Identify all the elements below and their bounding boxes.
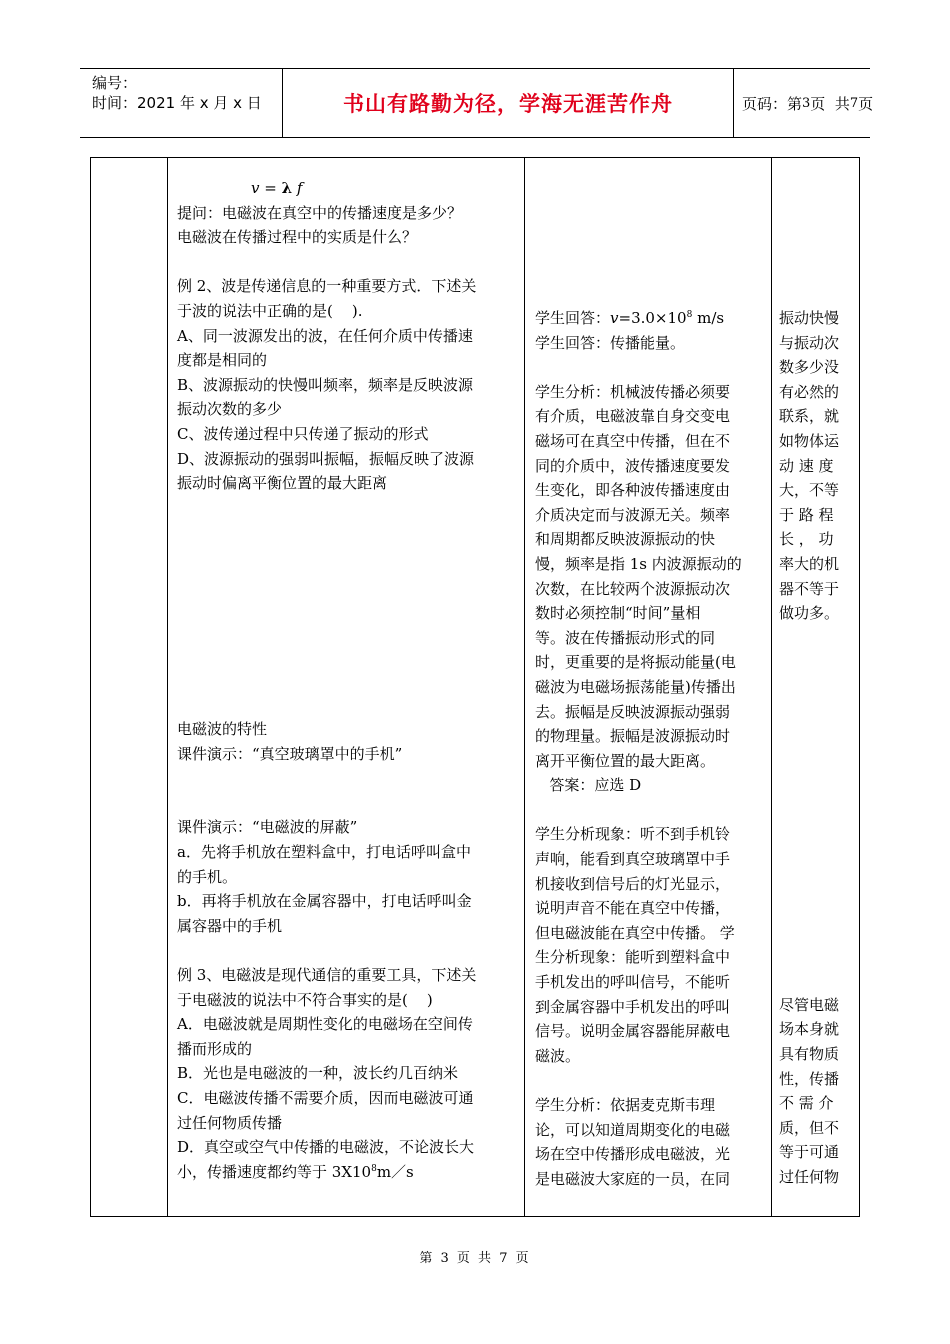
text-line: 不 需 介 bbox=[779, 1094, 834, 1113]
text-line: 手机发出的呼叫信号，不能听 bbox=[535, 973, 731, 992]
text-line: 时，更重要的是将振动能量(电 bbox=[535, 653, 736, 672]
page-total: 7 bbox=[849, 95, 859, 111]
text-line: 做功多。 bbox=[779, 604, 840, 623]
text-line: 课件演示：“真空玻璃罩中的手机” bbox=[177, 744, 403, 763]
text-line: 有介质，电磁波靠自身交变电 bbox=[535, 407, 731, 426]
text-line: 数时必须控制“时间”量相 bbox=[535, 604, 701, 623]
text-line: 的物理量。振幅是波源振动时 bbox=[535, 727, 731, 746]
text-line: 过任何物质传播 bbox=[177, 1113, 283, 1132]
design-notes-column bbox=[779, 158, 853, 1189]
text-line bbox=[177, 496, 519, 521]
text-line: 同的介质中，波传播速度要发 bbox=[535, 456, 731, 475]
teacher-text bbox=[177, 201, 519, 1160]
time-label: 时间：2021 年 x 月 x 日 bbox=[92, 94, 262, 112]
text-line: 率大的机 bbox=[779, 554, 840, 573]
text-line: 声响，能看到真空玻璃罩中手 bbox=[535, 850, 731, 869]
text-line bbox=[177, 791, 519, 816]
text-line bbox=[535, 1068, 767, 1093]
text-line bbox=[177, 594, 519, 619]
text-line: 电磁波在传播过程中的实质是什么？ bbox=[177, 228, 418, 247]
number-label: 编号： bbox=[92, 74, 138, 92]
text-line: B．光也是电磁波的一种，波长约几百纳米 bbox=[177, 1064, 459, 1083]
text-line: 生变化，即各种波传播速度由 bbox=[535, 481, 731, 500]
text-line: 的手机。 bbox=[177, 867, 238, 886]
page-footer: 第 3 页 共 7 页 bbox=[419, 1251, 531, 1266]
text-line: 电磁波的特性 bbox=[177, 720, 268, 739]
text-line: 质，但不 bbox=[779, 1118, 840, 1137]
text-line: 播而形成的 bbox=[177, 1039, 253, 1058]
text-line: 到金属容器中手机发出的呼叫 bbox=[535, 997, 731, 1016]
text-line: 答案：应选 D bbox=[535, 776, 642, 795]
text-line: B、波源振动的快慢叫频率，频率是反映波源 bbox=[177, 375, 474, 394]
text-line: 生分析现象：能听到塑料盒中 bbox=[535, 948, 731, 967]
text-line: 动 速 度 bbox=[779, 456, 834, 475]
text-line: 磁场可在真空中传播，但在不 bbox=[535, 431, 731, 450]
text-line: 学生分析：依据麦克斯韦理 bbox=[535, 1096, 716, 1114]
text-line: 离开平衡位置的最大距离。 bbox=[535, 751, 716, 770]
text-line: 属容器中的手机 bbox=[177, 916, 283, 935]
teacher-text-line: 小，传播速度都约等于 $3X10^8m/s$ bbox=[177, 1162, 414, 1181]
header-page-info bbox=[732, 69, 874, 137]
teacher-activity-column bbox=[177, 158, 519, 1184]
student-text bbox=[535, 331, 767, 1192]
text-line: 是电磁波大家庭的一员，在同 bbox=[535, 1169, 731, 1188]
text-line bbox=[177, 668, 519, 693]
student-activity-column bbox=[535, 158, 767, 1191]
text-line bbox=[177, 250, 519, 275]
text-line: C、波传递过程中只传递了振动的形式 bbox=[177, 424, 429, 443]
text-line bbox=[177, 619, 519, 644]
column-divider bbox=[167, 158, 168, 1216]
text-line: 学生分析现象：听不到手机铃 bbox=[535, 825, 731, 844]
text-line: 联系，就 bbox=[779, 407, 840, 426]
text-line: D．真空或空气中传播的电磁波，不论波长大 bbox=[177, 1138, 475, 1157]
text-line: 提问：电磁波在真空中的传播速度是多少？ bbox=[177, 203, 463, 222]
lesson-table bbox=[90, 157, 860, 1217]
text-line: 课件演示：“电磁波的屏蔽” bbox=[177, 818, 358, 837]
header-info bbox=[80, 69, 280, 137]
text-line: 于电磁波的说法中不符合事实的是( ) bbox=[177, 990, 433, 1009]
page-mid: 页 共 bbox=[810, 94, 850, 113]
text-line: a．先将手机放在塑料盒中，打电话呼叫盒中 bbox=[177, 843, 471, 862]
text-line: 场本身就 bbox=[779, 1020, 840, 1039]
text-line bbox=[177, 570, 519, 595]
text-line: D、波源振动的强弱叫振幅，振幅反映了波源 bbox=[177, 449, 475, 468]
text-line: 去。振幅是反映波源振动强弱 bbox=[535, 702, 731, 721]
text-line: 机接收到信号后的灯光显示， bbox=[535, 874, 731, 893]
text-line: C．电磁波传播不需要介质，因而电磁波可通 bbox=[177, 1088, 474, 1107]
text-line: 和周期都反映波源振动的快 bbox=[535, 530, 716, 549]
text-line: 与振动次 bbox=[779, 333, 840, 352]
text-line: 等于可通 bbox=[779, 1143, 840, 1162]
text-line bbox=[535, 798, 767, 823]
text-line bbox=[177, 766, 519, 791]
wave-formula: v = λ f bbox=[251, 179, 303, 197]
text-line: 性，传播 bbox=[779, 1069, 840, 1088]
text-line: 大，不等 bbox=[779, 481, 840, 500]
text-line: 数多少没 bbox=[779, 358, 840, 377]
text-line bbox=[177, 692, 519, 717]
column-divider bbox=[771, 158, 772, 1216]
text-line: b．再将手机放在金属容器中，打电话呼叫金 bbox=[177, 892, 472, 911]
text-line: 有必然的 bbox=[779, 382, 840, 401]
text-line: 但电磁波能在真空中传播。 学 bbox=[535, 923, 735, 942]
text-line: 振动次数的多少 bbox=[177, 400, 283, 419]
column-divider bbox=[524, 158, 525, 1216]
text-line: 器不等于 bbox=[779, 579, 840, 598]
text-line bbox=[177, 545, 519, 570]
text-line: 论，可以知道周期变化的电磁 bbox=[535, 1120, 731, 1139]
page-current: 3 bbox=[802, 95, 811, 111]
text-line: 例 2、波是传递信息的一种重要方式．下述关 bbox=[177, 277, 477, 296]
page-suffix: 页 bbox=[858, 94, 874, 113]
text-line: 度都是相同的 bbox=[177, 351, 268, 370]
text-line: 例 3、电磁波是现代通信的重要工具，下述关 bbox=[177, 966, 477, 984]
design-note-a bbox=[779, 306, 853, 626]
text-line: 过任何物 bbox=[779, 1167, 840, 1186]
text-line: 学生回答：传播能量。 bbox=[535, 333, 686, 352]
design-note-b bbox=[779, 993, 853, 1190]
text-line: 振动快慢 bbox=[779, 309, 840, 327]
text-line: 如物体运 bbox=[779, 431, 840, 450]
text-line bbox=[535, 355, 767, 380]
text-line: 尽管电磁 bbox=[779, 995, 840, 1014]
text-line bbox=[177, 938, 519, 963]
text-line: A．电磁波就是周期性变化的电磁场在空间传 bbox=[177, 1015, 473, 1034]
text-line: 慢，频率是指 1s 内波源振动的 bbox=[535, 554, 742, 573]
text-line: 长 ， 功 bbox=[779, 530, 834, 549]
text-line bbox=[177, 520, 519, 545]
text-line: 具有物质 bbox=[779, 1044, 840, 1063]
text-line: 于波的说法中正确的是( ). bbox=[177, 301, 363, 320]
text-line: 介质决定而与波源无关。频率 bbox=[535, 505, 731, 524]
text-line: 说明声音不能在真空中传播， bbox=[535, 899, 731, 918]
text-line: 等。波在传播振动形式的同 bbox=[535, 628, 716, 647]
student-answer-speed: 学生回答：$v=3.0\times 10^8$ m/s bbox=[535, 309, 725, 327]
text-line: A、同一波源发出的波，在任何介质中传播速 bbox=[177, 326, 473, 345]
text-line: 磁波。 bbox=[535, 1046, 581, 1065]
text-line: 信号。说明金属容器能屏蔽电 bbox=[535, 1022, 731, 1041]
motto: 书山有路勤为径，学海无涯苦作舟 bbox=[343, 92, 673, 116]
text-line: 振动时偏离平衡位置的最大距离 bbox=[177, 474, 388, 493]
text-line: 学生分析：机械波传播必须要 bbox=[535, 382, 731, 401]
text-line bbox=[177, 643, 519, 668]
text-line: 磁波为电磁场振荡能量)传播出 bbox=[535, 677, 736, 696]
page-prefix: 页码：第 bbox=[742, 94, 803, 113]
text-line: 场在空中传播形成电磁波，光 bbox=[535, 1145, 731, 1164]
text-line: 次数，在比较两个波源振动次 bbox=[535, 579, 731, 598]
page-header bbox=[80, 68, 874, 138]
header-motto-cell bbox=[282, 69, 734, 137]
text-line: 于 路 程 bbox=[779, 505, 834, 524]
